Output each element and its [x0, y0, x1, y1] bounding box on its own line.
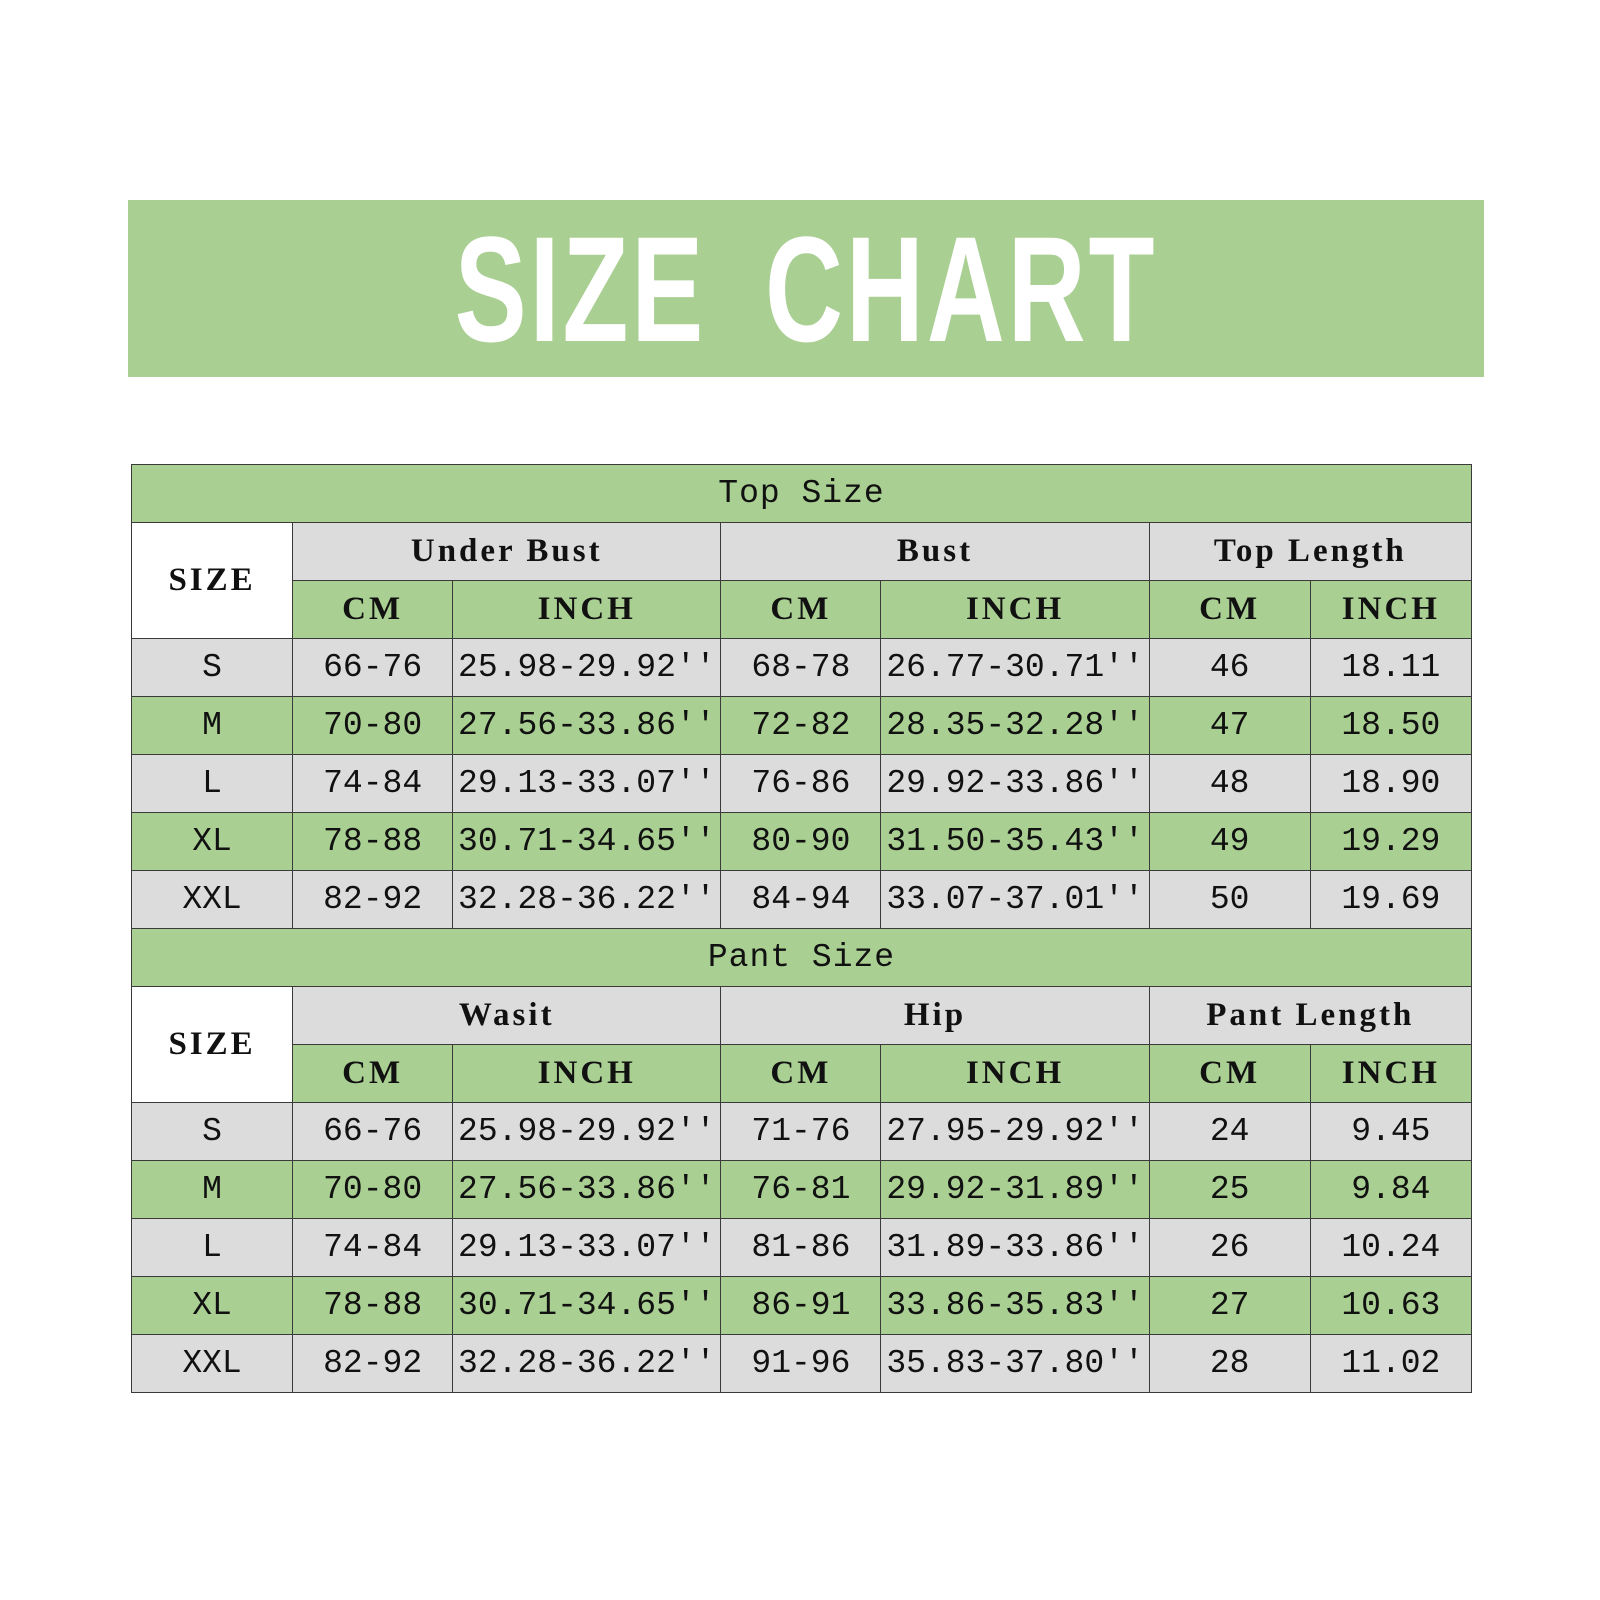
measurement-cell: 74-84	[293, 1219, 453, 1277]
measurement-cell: 33.86-35.83''	[881, 1277, 1149, 1335]
measurement-cell: 76-86	[721, 755, 881, 813]
measurement-cell: 31.89-33.86''	[881, 1219, 1149, 1277]
unit-header: CM	[1149, 581, 1310, 639]
unit-header: CM	[1149, 1045, 1310, 1103]
measurement-cell: 26	[1149, 1219, 1310, 1277]
measurement-group-header: Bust	[721, 523, 1149, 581]
size-cell: S	[132, 1103, 293, 1161]
unit-header: INCH	[881, 1045, 1149, 1103]
unit-header: INCH	[453, 1045, 721, 1103]
measurement-group-header: Wasit	[293, 987, 721, 1045]
measurement-cell: 27.95-29.92''	[881, 1103, 1149, 1161]
measurement-cell: 29.13-33.07''	[453, 1219, 721, 1277]
measurement-cell: 86-91	[721, 1277, 881, 1335]
measurement-cell: 10.63	[1310, 1277, 1471, 1335]
measurement-cell: 46	[1149, 639, 1310, 697]
measurement-cell: 70-80	[293, 1161, 453, 1219]
measurement-cell: 11.02	[1310, 1335, 1471, 1393]
measurement-cell: 72-82	[721, 697, 881, 755]
unit-header-row	[132, 581, 1472, 639]
unit-header: CM	[293, 1045, 453, 1103]
measurement-cell: 29.13-33.07''	[453, 755, 721, 813]
measurement-cell: 25.98-29.92''	[453, 1103, 721, 1161]
measurement-cell: 80-90	[721, 813, 881, 871]
measurement-cell: 25.98-29.92''	[453, 639, 721, 697]
measurement-cell: 27.56-33.86''	[453, 697, 721, 755]
measurement-cell: 19.29	[1310, 813, 1471, 871]
unit-header: INCH	[1310, 1045, 1471, 1103]
size-column-header: SIZE	[132, 987, 293, 1103]
measurement-cell: 78-88	[293, 1277, 453, 1335]
measurement-cell: 47	[1149, 697, 1310, 755]
banner-title: SIZE CHART	[454, 204, 1158, 373]
measurement-group-header: Pant Length	[1149, 987, 1471, 1045]
measurement-cell: 33.07-37.01''	[881, 871, 1149, 929]
unit-header: CM	[721, 1045, 881, 1103]
measurement-cell: 71-76	[721, 1103, 881, 1161]
table-row	[132, 697, 1472, 755]
table-row	[132, 755, 1472, 813]
section-title: Top Size	[132, 465, 1472, 523]
measurement-cell: 26.77-30.71''	[881, 639, 1149, 697]
table-row	[132, 1219, 1472, 1277]
measurement-cell: 68-78	[721, 639, 881, 697]
size-cell: L	[132, 755, 293, 813]
measurement-cell: 82-92	[293, 871, 453, 929]
measurement-cell: 19.69	[1310, 871, 1471, 929]
unit-header: INCH	[1310, 581, 1471, 639]
measurement-cell: 29.92-31.89''	[881, 1161, 1149, 1219]
unit-header: INCH	[453, 581, 721, 639]
table-row	[132, 1103, 1472, 1161]
table-row	[132, 1335, 1472, 1393]
size-cell: XXL	[132, 1335, 293, 1393]
measurement-cell: 74-84	[293, 755, 453, 813]
section-header-row	[132, 929, 1472, 987]
unit-header: INCH	[881, 581, 1149, 639]
unit-header: CM	[721, 581, 881, 639]
section-header-row	[132, 465, 1472, 523]
size-chart-table	[131, 464, 1472, 1393]
measurement-cell: 10.24	[1310, 1219, 1471, 1277]
measurement-cell: 25	[1149, 1161, 1310, 1219]
size-cell: M	[132, 697, 293, 755]
measurement-cell: 66-76	[293, 639, 453, 697]
table-row	[132, 1277, 1472, 1335]
table-row	[132, 813, 1472, 871]
table-row	[132, 639, 1472, 697]
measurement-cell: 29.92-33.86''	[881, 755, 1149, 813]
measurement-cell: 28.35-32.28''	[881, 697, 1149, 755]
table-row	[132, 1161, 1472, 1219]
measurement-group-header: Top Length	[1149, 523, 1471, 581]
measurement-cell: 24	[1149, 1103, 1310, 1161]
measurement-cell: 84-94	[721, 871, 881, 929]
measurement-cell: 78-88	[293, 813, 453, 871]
measurement-cell: 27	[1149, 1277, 1310, 1335]
measurement-cell: 50	[1149, 871, 1310, 929]
measurement-cell: 35.83-37.80''	[881, 1335, 1149, 1393]
measurement-cell: 30.71-34.65''	[453, 1277, 721, 1335]
unit-header-row	[132, 1045, 1472, 1103]
measurement-cell: 9.84	[1310, 1161, 1471, 1219]
size-cell: XL	[132, 1277, 293, 1335]
section-title: Pant Size	[132, 929, 1472, 987]
measurement-cell: 31.50-35.43''	[881, 813, 1149, 871]
measurement-cell: 27.56-33.86''	[453, 1161, 721, 1219]
measurement-cell: 91-96	[721, 1335, 881, 1393]
group-header-row	[132, 987, 1472, 1045]
measurement-group-header: Hip	[721, 987, 1149, 1045]
measurement-cell: 49	[1149, 813, 1310, 871]
measurement-group-header: Under Bust	[293, 523, 721, 581]
table-row	[132, 871, 1472, 929]
size-cell: XXL	[132, 871, 293, 929]
size-column-header: SIZE	[132, 523, 293, 639]
size-cell: S	[132, 639, 293, 697]
size-cell: L	[132, 1219, 293, 1277]
measurement-cell: 18.90	[1310, 755, 1471, 813]
measurement-cell: 30.71-34.65''	[453, 813, 721, 871]
measurement-cell: 70-80	[293, 697, 453, 755]
measurement-cell: 9.45	[1310, 1103, 1471, 1161]
measurement-cell: 32.28-36.22''	[453, 1335, 721, 1393]
measurement-cell: 32.28-36.22''	[453, 871, 721, 929]
measurement-cell: 66-76	[293, 1103, 453, 1161]
measurement-cell: 76-81	[721, 1161, 881, 1219]
unit-header: CM	[293, 581, 453, 639]
measurement-cell: 82-92	[293, 1335, 453, 1393]
title-banner	[128, 200, 1484, 377]
group-header-row	[132, 523, 1472, 581]
measurement-cell: 18.11	[1310, 639, 1471, 697]
measurement-cell: 48	[1149, 755, 1310, 813]
measurement-cell: 28	[1149, 1335, 1310, 1393]
size-cell: XL	[132, 813, 293, 871]
measurement-cell: 81-86	[721, 1219, 881, 1277]
size-cell: M	[132, 1161, 293, 1219]
measurement-cell: 18.50	[1310, 697, 1471, 755]
